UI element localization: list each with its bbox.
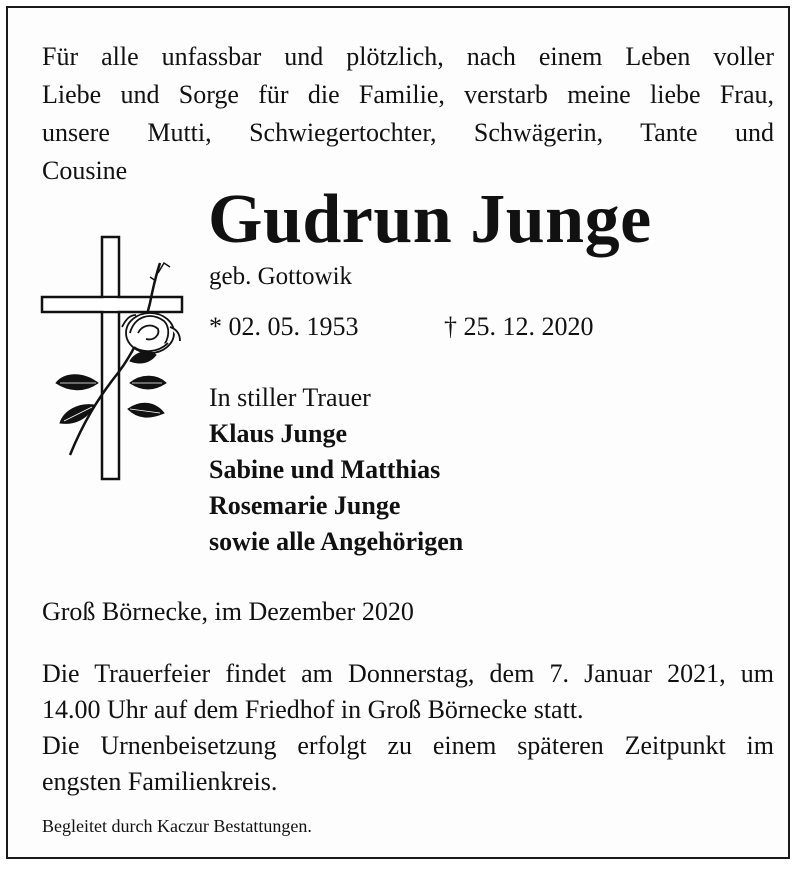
place-date: Groß Börnecke, im Dezember 2020 (42, 597, 414, 626)
life-dates (209, 310, 594, 344)
ceremony-line: engsten Familienkreis. (42, 767, 278, 796)
deceased-name: Gudrun Junge (208, 181, 652, 258)
mourner-name: Rosemarie Junge (209, 491, 401, 520)
maiden-name: geb. Gottowik (209, 263, 353, 290)
ceremony-line: Die Urnenbeisetzung erfolgt zu einem späteren Zeitpunkt im (42, 731, 774, 760)
intro-line: Liebe und Sorge für die Familie, verstarb meine liebe Frau, (42, 80, 774, 109)
obituary-frame (6, 6, 790, 859)
ceremony-text (42, 656, 774, 800)
death-date: † 25. 12. 2020 (444, 312, 594, 341)
ceremony-line: Die Trauerfeier findet am Donnerstag, dem 7. Januar 2021, um (42, 659, 774, 688)
ceremony-line: 14.00 Uhr auf dem Friedhof in Groß Börnecke statt. (42, 695, 584, 724)
mourners-block (209, 380, 463, 560)
mourner-name: Sabine und Matthias (209, 455, 441, 484)
mourner-name: Klaus Junge (209, 419, 347, 448)
intro-line: unsere Mutti, Schwiegertochter, Schwägerin, Tante und (42, 118, 774, 147)
cross-with-rose-icon (38, 233, 198, 488)
birth-date: * 02. 05. 1953 (209, 312, 359, 341)
intro-line: Cousine (42, 156, 128, 185)
intro-text (42, 38, 774, 190)
funeral-home-credit: Begleitet durch Kaczur Bestattungen. (42, 816, 312, 836)
intro-line: Für alle unfassbar und plötzlich, nach einem Leben voller (42, 42, 774, 71)
mourning-label: In stiller Trauer (209, 383, 371, 412)
mourner-name: sowie alle Angehörigen (209, 527, 464, 556)
